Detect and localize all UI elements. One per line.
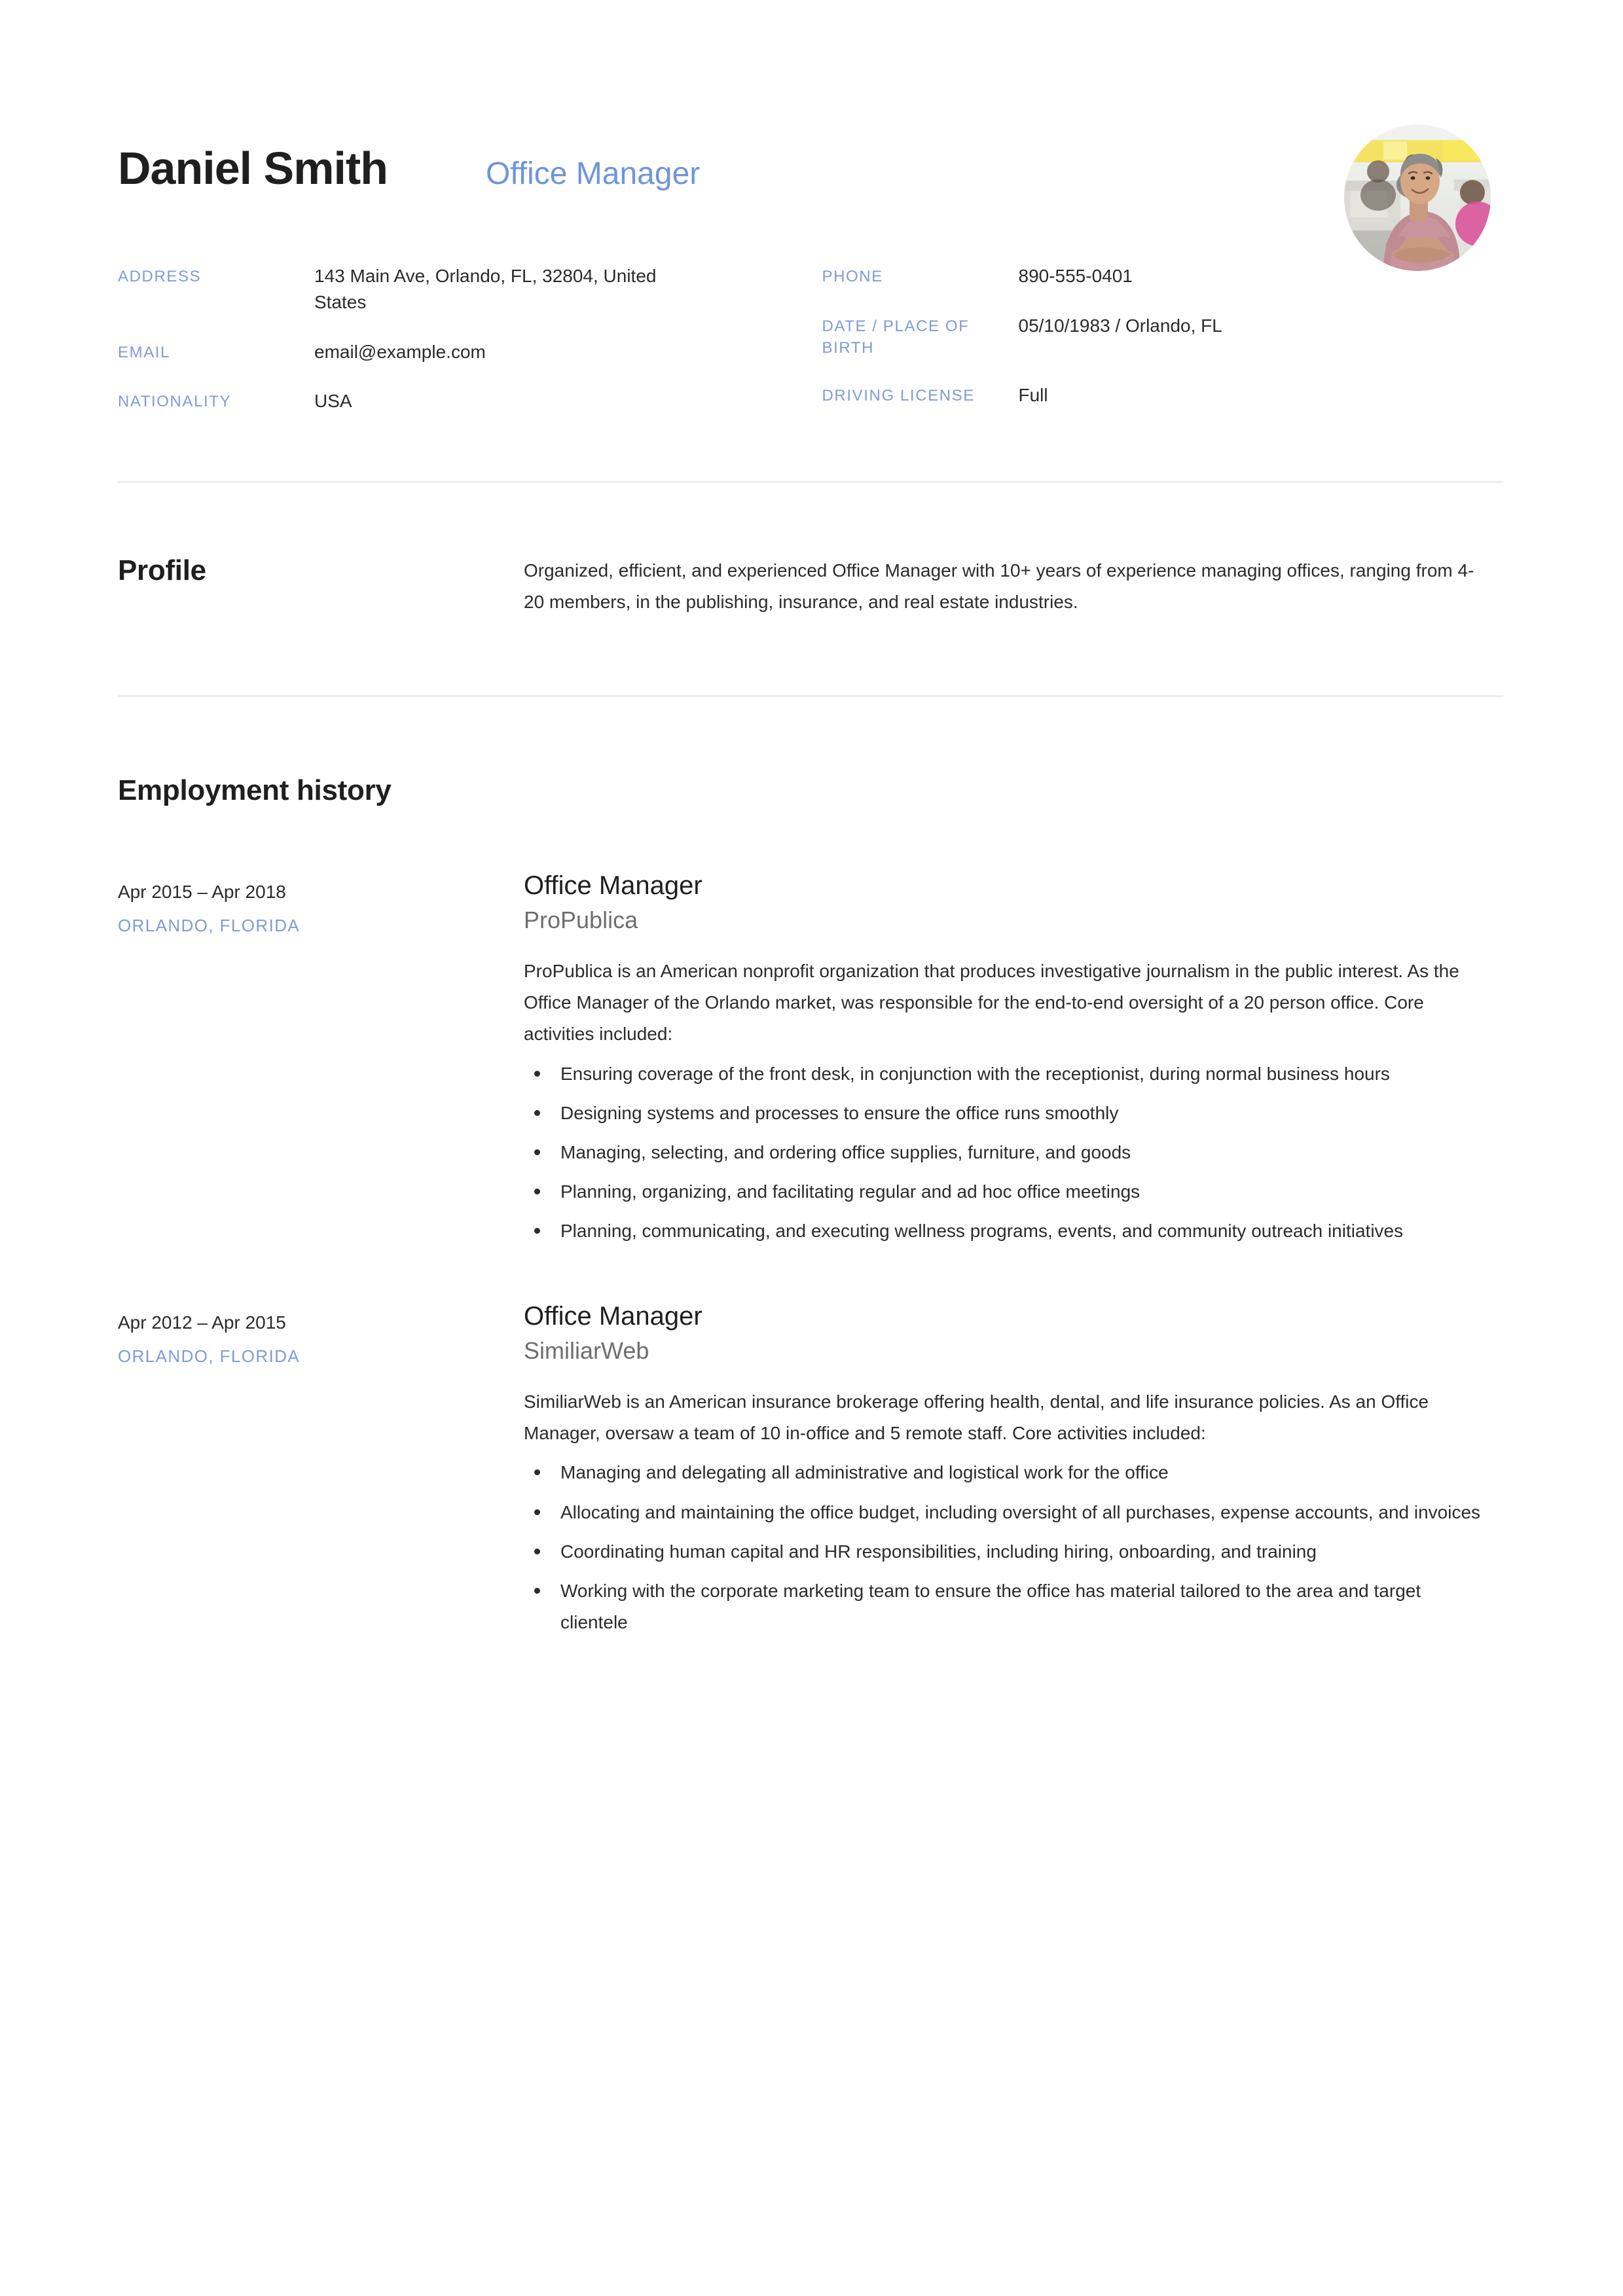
contact-label-phone: PHONE [822,268,883,285]
contact-row-address [118,263,812,315]
contact-value-address: 143 Main Ave, Orlando, FL, 32804, United States [314,266,657,312]
list-item: Allocating and maintaining the office budget, including oversight of all purchases, expense accounts, and invoices [524,1497,1486,1528]
contact-value-nationality: USA [314,391,352,412]
employment-dates: Apr 2015 – Apr 2018 [118,882,286,903]
profile-section [118,555,1505,618]
list-item: Planning, communicating, and executing wellness programs, events, and community outreach initiatives [524,1215,1486,1247]
page-title: Daniel Smith [118,143,388,194]
employment-location: ORLANDO, FLORIDA [118,915,301,935]
employment-bullet-list [524,1058,1486,1247]
profile-text: Organized, efficient, and experienced Office Manager with 10+ years of experience managing offices, ranging from 4-20 members, in the publishing, insurance, and real estate industries. [524,560,1474,613]
list-item: Coordinating human capital and HR responsibilities, including hiring, onboarding, and training [524,1536,1486,1568]
employment-entry-body [524,870,1486,1247]
list-item: Ensuring coverage of the front desk, in conjunction with the receptionist, during normal business hours [524,1058,1486,1090]
contact-label-nationality: NATIONALITY [118,393,232,411]
employment-entry [118,1300,1505,1638]
list-item: Managing and delegating all administrative and logistical work for the office [524,1457,1486,1488]
employment-entry-meta [118,870,524,1247]
employment-job-title: Office Manager [524,871,702,901]
employment-bullet-list [524,1457,1486,1638]
avatar [1344,124,1491,271]
contact-value-driving-license: Full [1018,384,1048,405]
contact-value-phone: 890-555-0401 [1018,266,1133,286]
list-item: Planning, organizing, and facilitating regular and ad hoc office meetings [524,1176,1486,1208]
contact-label-driving-license: DRIVING LICENSE [822,386,975,404]
divider-after-profile [118,695,1503,697]
employment-job-title: Office Manager [524,1302,702,1331]
employment-entry-body [524,1300,1486,1638]
profile-body [524,555,1486,618]
contact-value-email: email@example.com [314,341,486,362]
employment-company: ProPublica [524,906,638,934]
employment-history-heading: Employment history [118,774,392,807]
divider-after-contact [118,481,1503,483]
list-item: Designing systems and processes to ensure the office runs smoothly [524,1098,1486,1129]
header-job-title: Office Manager [485,156,701,191]
contact-row-nationality [118,388,812,414]
contact-label-address: ADDRESS [118,268,202,285]
contact-row-birth [822,313,1506,359]
employment-dates: Apr 2012 – Apr 2015 [118,1312,286,1333]
avatar-photo-icon [1344,124,1491,271]
employment-description: SimiliarWeb is an American insurance brokerage offering health, dental, and life insurance policies. As an Office Manager, oversaw a team of 10 in-office and 5 remote staff. Core activities included: [524,1391,1429,1444]
employment-company: SimiliarWeb [524,1337,649,1365]
contact-column-right [812,263,1506,414]
employment-entry [118,870,1505,1247]
list-item: Managing, selecting, and ordering office supplies, furniture, and goods [524,1137,1486,1168]
contact-label-birth: DATE / PLACE OF BIRTH [822,317,970,357]
list-item: Working with the corporate marketing team to ensure the office has material tailored to the area and target clientele [524,1575,1486,1638]
contact-details [118,263,1505,414]
contact-column-left [118,263,812,414]
contact-label-email: EMAIL [118,343,171,361]
profile-heading: Profile [118,554,206,586]
employment-location: ORLANDO, FLORIDA [118,1346,301,1366]
contact-row-driving-license [822,382,1506,408]
contact-row-email [118,339,812,365]
contact-value-birth: 05/10/1983 / Orlando, FL [1018,315,1222,336]
resume-header [118,0,1505,194]
employment-entry-meta [118,1300,524,1638]
employment-description: ProPublica is an American nonprofit organization that produces investigative journalism in the public interest. As the Office Manager of the Orlando market, was responsible for the end-to-end oversight of a 20 person office. Core activities included: [524,961,1459,1045]
